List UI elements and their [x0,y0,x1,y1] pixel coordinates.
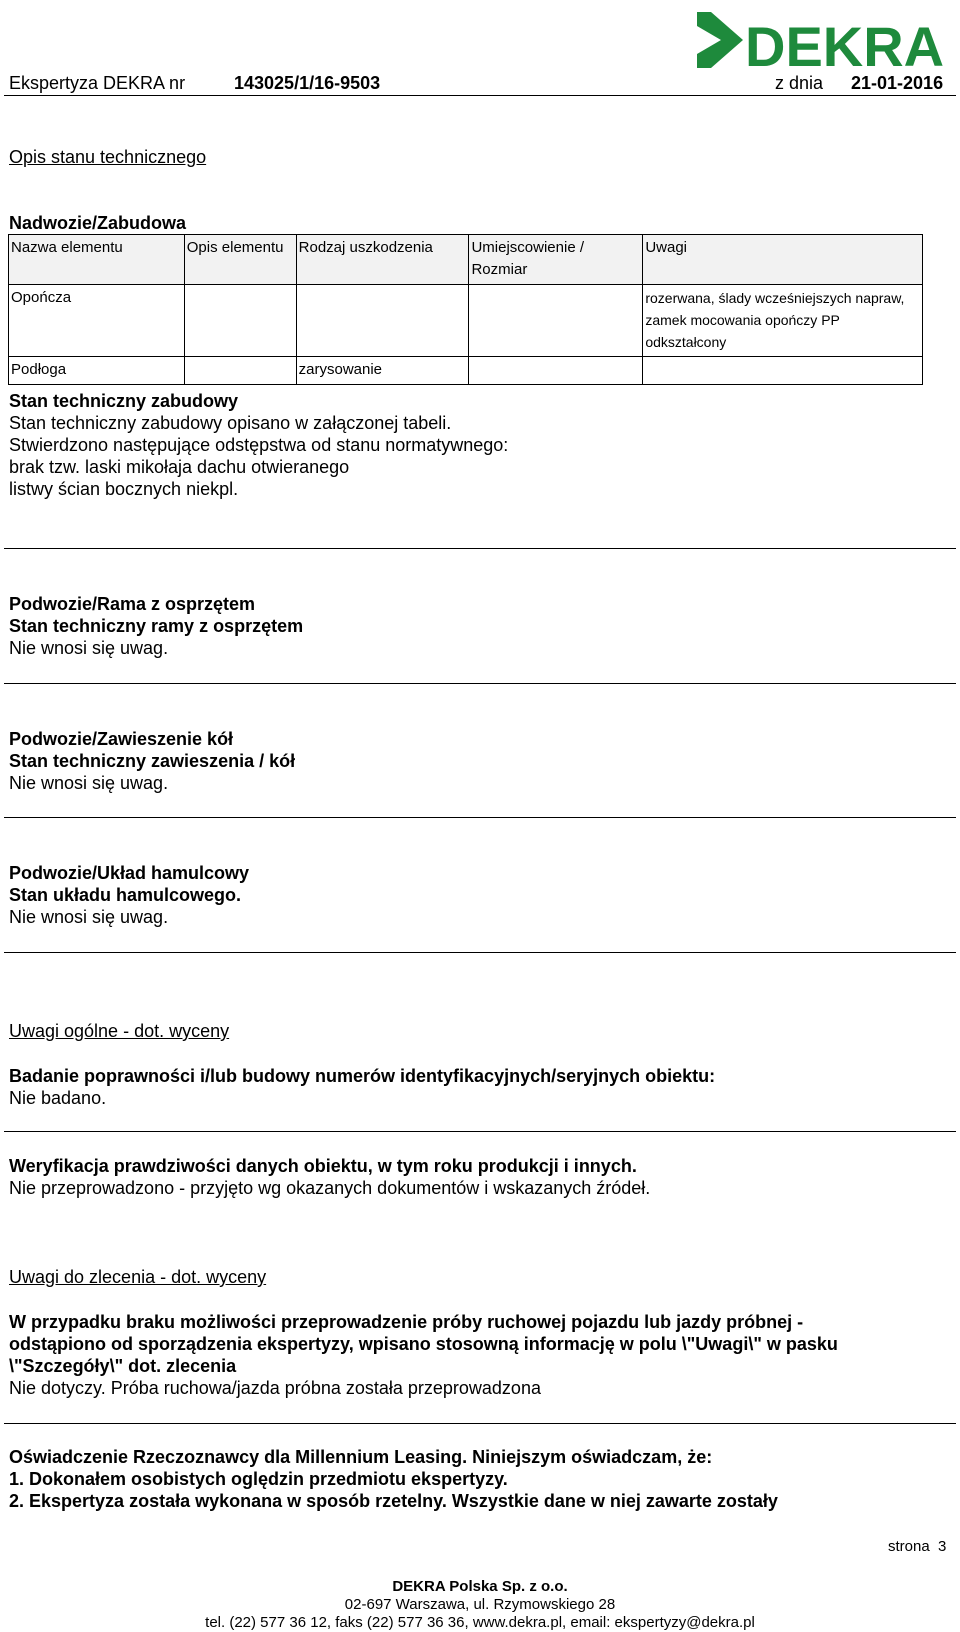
page-label: strona [888,1538,930,1555]
rama-heading: Podwozie/Rama z osprzętem [9,594,256,614]
date-label: z dnia [775,73,824,93]
table-cell: Opończa [9,285,185,357]
uwagi-item-text: Nie badano. [9,1088,107,1108]
table-row [9,285,923,357]
footer-company: DEKRA Polska Sp. z o.o. [392,1578,568,1595]
column-header: Umiejscowienie / Rozmiar [469,235,643,285]
column-header: Opis elementu [184,235,296,285]
header-label: Ekspertyza DEKRA nr [9,73,186,93]
zabudowa-line: Stwierdzono następujące odstępstwa od stanu normatywnego: [9,435,509,455]
damage-table [8,234,923,385]
table-cell [184,357,296,385]
hamulce-text: Nie wnosi się uwag. [9,907,169,927]
divider [4,683,956,684]
zawieszenie-text: Nie wnosi się uwag. [9,773,169,793]
zlecenia-heading-line: odstąpiono od sporządzenia ekspertyzy, wpisano stosowną informację w polu \"Uwagi\" w pasku [9,1334,838,1354]
zlecenia-heading-line: W przypadku braku możliwości przeprowadzenie próby ruchowej pojazdu lub jazdy próbnej - [9,1312,804,1332]
uwagi-item-heading: Badanie poprawności i/lub budowy numerów identyfikacyjnych/seryjnych obiektu: [9,1066,716,1086]
zlecenia-heading-line: \"Szczegóły\" dot. zlecenia [9,1356,237,1376]
table-cell [469,285,643,357]
zabudowa-line: Stan techniczny zabudowy opisano w załączonej tabeli. [9,413,452,433]
rama-text: Nie wnosi się uwag. [9,638,169,658]
expertise-date: 21-01-2016 [851,73,944,93]
statement-line: Oświadczenie Rzeczoznawcy dla Millennium Leasing. Niniejszym oświadczam, że: [9,1447,713,1467]
uwagi-wyceny-title: Uwagi ogólne - dot. wyceny [9,1021,230,1041]
page-value: 3 [938,1538,947,1555]
table-cell [296,285,469,357]
rama-subheading: Stan techniczny ramy z osprzętem [9,616,304,636]
uwagi-item-heading: Weryfikacja prawdziwości danych obiektu, w tym roku produkcji i innych. [9,1156,637,1176]
zabudowa-line: brak tzw. laski mikołaja dachu otwieranego [9,457,350,477]
hamulce-subheading: Stan układu hamulcowego. [9,885,242,905]
zabudowa-line: listwy ścian bocznych niekpl. [9,479,239,499]
expertise-number: 143025/1/16-9503 [234,73,381,93]
uwagi-zlecenia-title: Uwagi do zlecenia - dot. wyceny [9,1267,267,1287]
divider [4,1423,956,1424]
divider [4,817,956,818]
divider [4,952,956,953]
hamulce-heading: Podwozie/Układ hamulcowy [9,863,250,883]
page-number [888,1538,946,1555]
uwagi-item-text: Nie przeprowadzono - przyjęto wg okazanych dokumentów i wskazanych źródeł. [9,1178,651,1198]
divider [4,548,956,549]
dekra-logo [695,6,957,78]
table-cell: zarysowanie [296,357,469,385]
table-cell [184,285,296,357]
table-row [9,357,923,385]
zlecenia-text: Nie dotyczy. Próba ruchowa/jazda próbna została przeprowadzona [9,1378,541,1398]
table-cell [643,357,923,385]
table-cell: Podłoga [9,357,185,385]
statement-line: 1. Dokonałem osobistych oględzin przedmiotu ekspertyzy. [9,1469,508,1489]
zawieszenie-heading: Podwozie/Zawieszenie kół [9,729,234,749]
footer-contact: tel. (22) 577 36 12, faks (22) 577 36 36, www.dekra.pl, email: ekspertyzy@dekra.pl [205,1614,755,1631]
zabudowa-heading: Stan techniczny zabudowy [9,391,239,411]
body-section-title: Nadwozie/Zabudowa [9,213,187,233]
table-header-row [9,235,923,285]
column-header: Nazwa elementu [9,235,185,285]
table-cell: rozerwana, ślady wcześniejszych napraw, zamek mocowania opończy PP odkształcony [643,285,923,357]
zawieszenie-subheading: Stan techniczny zawieszenia / kół [9,751,296,771]
divider [4,1131,956,1132]
table-cell [469,357,643,385]
statement-line: 2. Ekspertyza została wykonana w sposób rzetelny. Wszystkie dane w niej zawarte zostały [9,1491,778,1511]
footer-address: 02-697 Warszawa, ul. Rzymowskiego 28 [344,1596,616,1613]
svg-text:DEKRA: DEKRA [745,15,945,78]
column-header: Rodzaj uszkodzenia [296,235,469,285]
header-rule [4,95,956,96]
column-header: Uwagi [643,235,923,285]
section-title: Opis stanu technicznego [9,147,207,167]
